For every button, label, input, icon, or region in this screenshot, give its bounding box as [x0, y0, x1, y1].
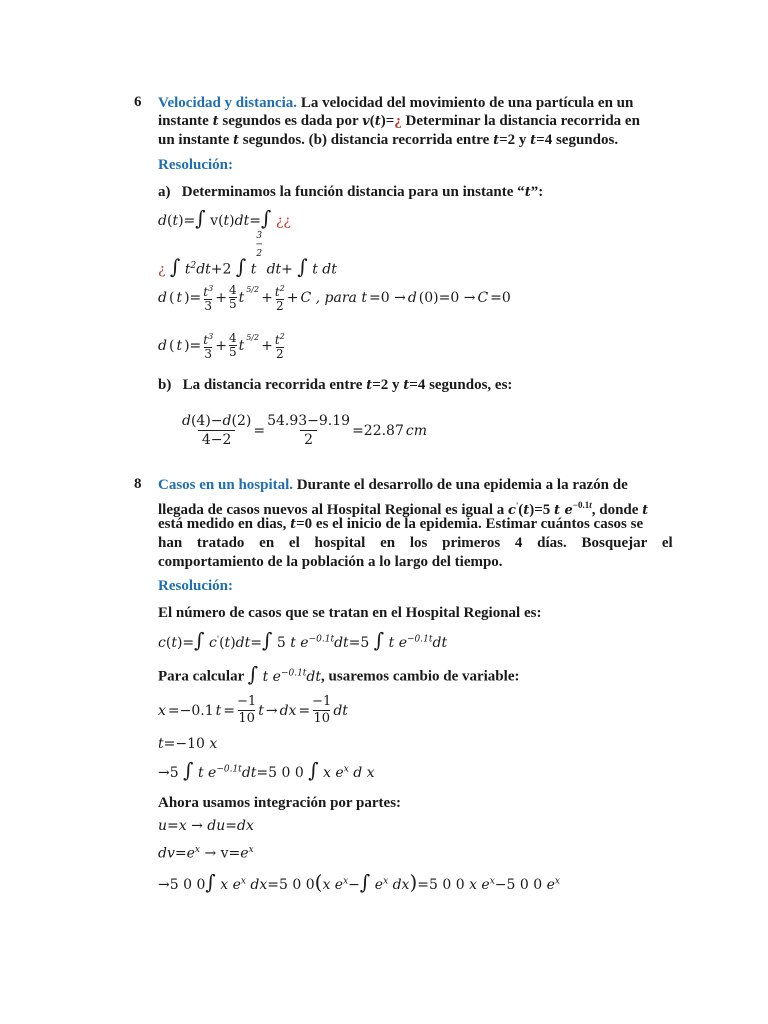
p8-equation-4: →5 ∫ t $e^{-0.1t}dt=5$ 0 0 ∫ x $e^x$ d x: [158, 758, 375, 782]
p8-equation-5: u=x → du=dx: [158, 818, 254, 834]
problem-6-line-3: un instante t segundos. (b) distancia recorrida entre t=2 y t=4 segundos.: [158, 132, 619, 148]
problem-8-statement-1: Durante el desarrollo de una epidemia a la razón de: [293, 477, 628, 493]
p6-equation-4: d ( t )= $\frac{t^3}{3}$ + $\frac{4}{5}$ t $^{5/2}$ + $\frac{t^2}{2}$: [158, 331, 285, 361]
problem-8-line-2: llegada de casos nuevos al Hospital Regional es igual a c'(t)=5 t $e^{-0.1t}$, donde t: [158, 500, 649, 518]
problem-8-title: Casos en un hospital.: [158, 477, 294, 493]
problem-6-number: 6: [134, 94, 142, 110]
problem-6-line-1: [158, 94, 654, 112]
problem-8-number: 8: [134, 476, 142, 492]
p6-equation-3: d ( t )= $\frac{t^3}{3}$ + $\frac{4}{5}$ t $^{5/2}$ + $\frac{t^2}{2}$ + C , para t =0 → d (0)=0 → C =0: [158, 283, 511, 313]
problem-8-partes: Ahora usamos integración por partes:: [158, 795, 402, 811]
problem-6-part-b: b) La distancia recorrida entre t=2 y t=4 segundos, es:: [158, 377, 513, 393]
problem-8-calc-line: Para calcular ∫ t $e^{-0.1t}dt$, usaremos cambio de variable:: [158, 661, 520, 686]
p8-equation-7: →5 0 0∫ x $e^x$ dx=5 0 0(x $e^x-\int$ $e^x$ dx)=5 0 0 x $e^x-5$ 0 0 $e^x$: [158, 870, 560, 894]
p6-equation-1: d(t)=∫ v(t)dt=∫ ¿¿: [158, 206, 291, 230]
p8-equation-2: x =−0.1 t = $\frac{-1}{10}$ t → dx = $\frac{-1}{10}$ dt: [158, 694, 348, 726]
problem-8-line-5: comportamiento de la población a lo largo del tiempo.: [158, 554, 503, 570]
p6-equation-5: $\frac{d(4)-d(2)}{4-2}$ = $\frac{54.93-9.19}{2}$ =22.87 cm: [182, 413, 427, 448]
problem-8-intro: El número de casos que se tratan en el Hospital Regional es:: [158, 605, 542, 621]
calc-suffix: , usaremos cambio de variable:: [321, 668, 520, 685]
p8-equation-3: t=−10 x: [158, 736, 218, 752]
problem-8-line-4: han tratado en el hospital en los primeros 4 días. Bosquejar el: [158, 535, 673, 551]
problem-8-resolucion: Resolución:: [158, 578, 233, 594]
problem-8-line-3: está medido en dias, t=0 es el inicio de la epidemia. Estimar cuántos casos se: [158, 516, 644, 532]
p8-equation-6: $dv=e^x \to v=e^x$: [158, 845, 254, 862]
problem-6-title: Velocidad y distancia.: [158, 95, 298, 111]
calc-prefix: Para calcular: [158, 668, 244, 685]
problem-6-part-a: a) Determinamos la función distancia para un instante “t”:: [158, 184, 544, 200]
problem-6-resolucion: Resolución:: [158, 157, 233, 173]
p8-equation-1: c(t)=∫ c'(t)dt=∫ 5 t $e^{-0.1t}dt=5$ ∫ t $e^{-0.1t}dt$: [158, 628, 448, 652]
problem-6-line-2: instante t segundos es dada por v(t)=¿ Determinar la distancia recorrida en: [158, 113, 640, 129]
p6-equation-2: ¿ ∫ $t^2dt+2$ ∫ $t^{3 ─ 2}$ dt+ ∫ t dt: [158, 231, 337, 279]
problem-8-line-1: [158, 476, 628, 494]
problem-6-statement-1: La velocidad del movimiento de una partícula en un: [297, 95, 634, 111]
